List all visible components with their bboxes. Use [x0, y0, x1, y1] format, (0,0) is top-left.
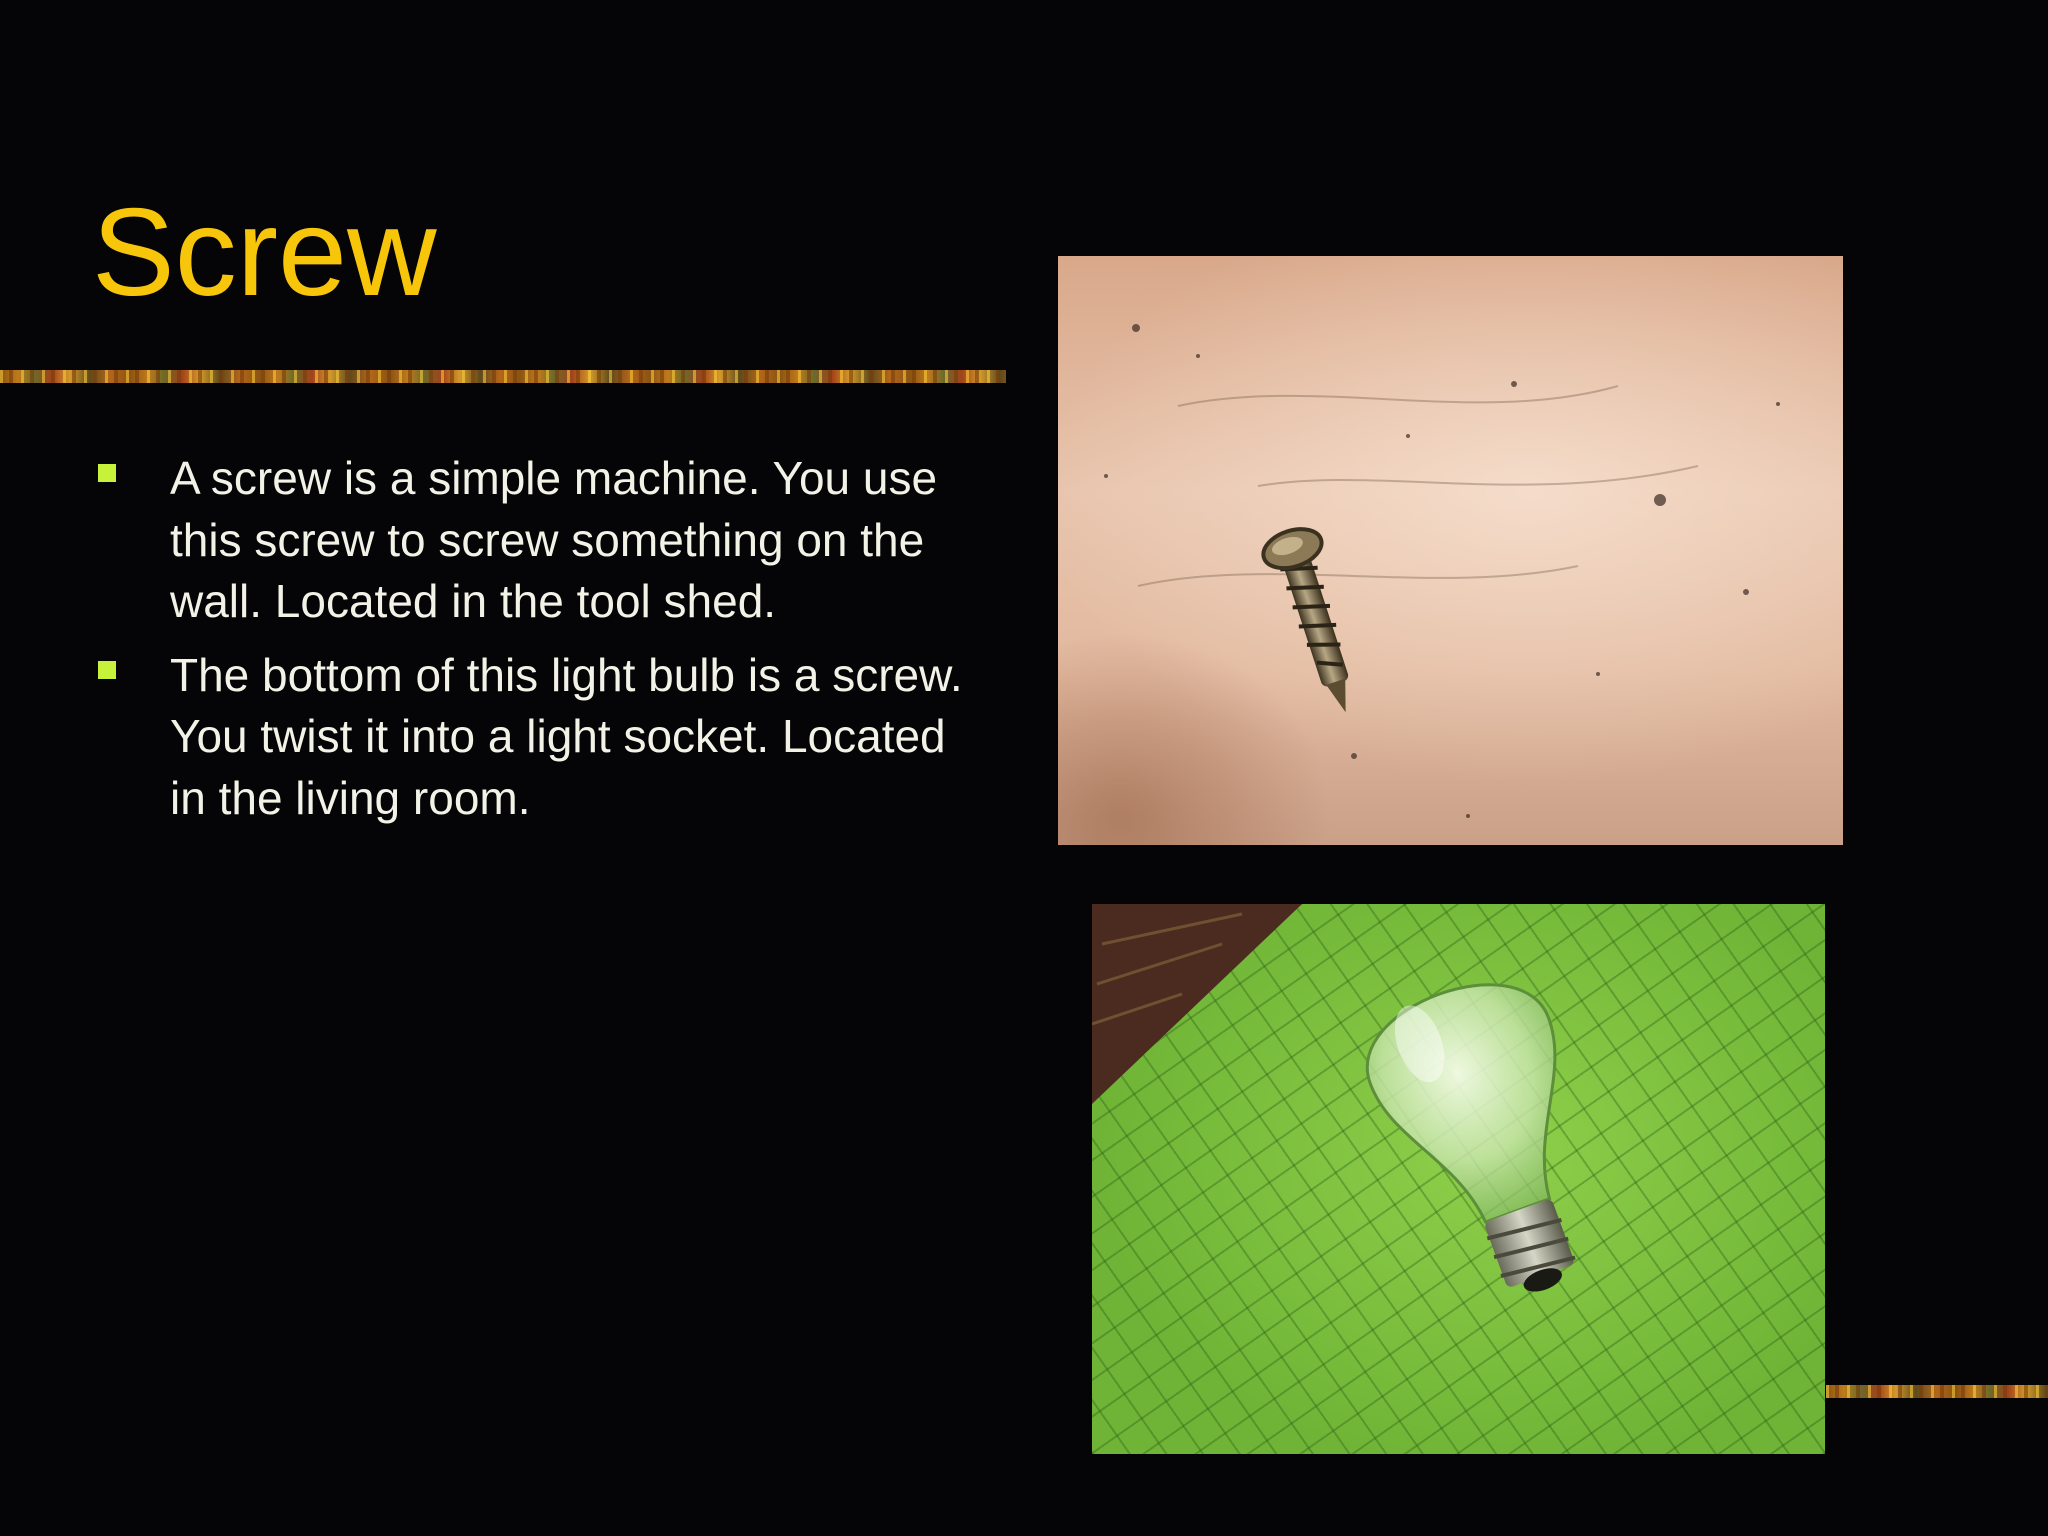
light-bulb-image — [1092, 904, 1825, 1454]
screw-photo — [1058, 256, 1843, 845]
light-bulb-photo — [1092, 904, 1825, 1454]
square-bullet-icon — [98, 464, 116, 482]
square-bullet-icon — [98, 661, 116, 679]
bullet-item — [92, 448, 992, 633]
bullet-list — [92, 448, 992, 841]
bullet-item — [92, 645, 992, 830]
screw-image — [1058, 256, 1843, 845]
bullet-text: A screw is a simple machine. You use this screw to screw something on the wall. Located in the tool shed. — [170, 452, 938, 627]
decorative-band-top — [0, 370, 1006, 383]
decorative-band-bottom — [1826, 1385, 2048, 1398]
bullet-text: The bottom of this light bulb is a screw. You twist it into a light socket. Located in the living room. — [170, 648, 963, 824]
slide-title: Screw — [92, 184, 437, 322]
